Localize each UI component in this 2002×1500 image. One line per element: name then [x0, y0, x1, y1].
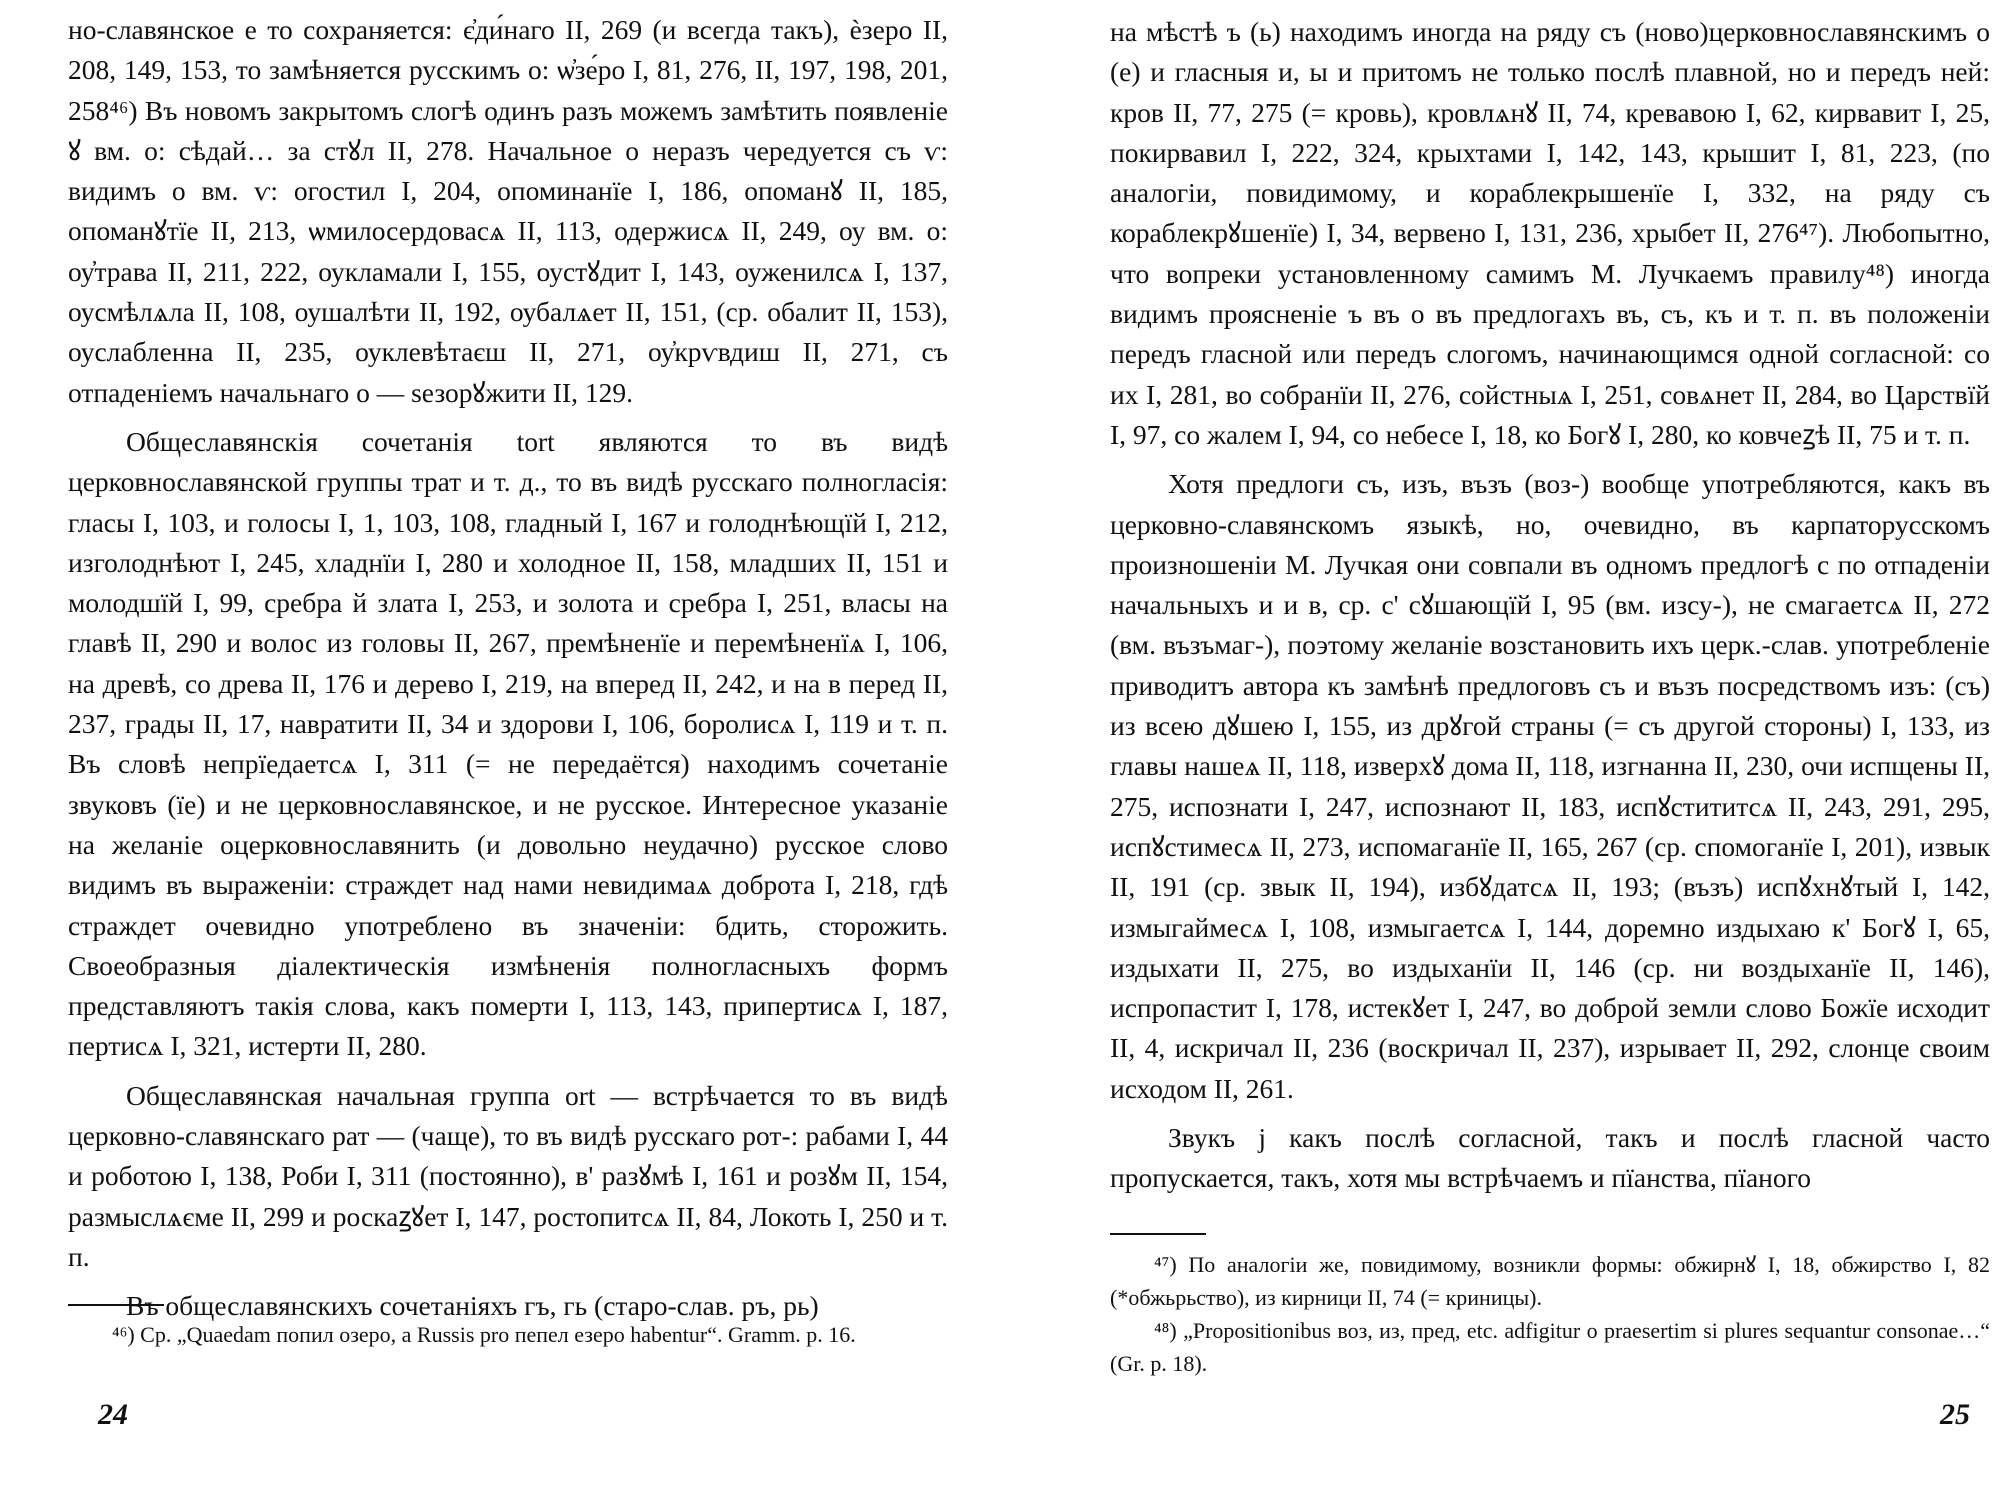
footnote-separator	[1110, 1233, 1206, 1235]
footnote: ⁴⁶) Ср. „Quaedam попил озеро, a Russis pro пепел езеро habentur“. Gramm. p. 16.	[112, 1322, 856, 1347]
left-paragraph: Общеславянская начальная группа ort — встрѣчается то въ видѣ церковно-славянскаго рат — (чаще), то въ видѣ русскаго рот-: рабами I, 44 и роботою I, 138, Роби I, 311 (постоянно), в' разꙋмѣ I, 161 и розꙋм II, 154, размыслѧєме II, 299 и роскаꙁꙋет I, 147, ростопитсѧ II, 84, Локоть I, 250 и т. п.	[68, 1079, 948, 1272]
right-page	[1110, 0, 1990, 1500]
right-body-text	[1110, 12, 1990, 1208]
right-footnotes	[1110, 1248, 1990, 1380]
left-paragraph: Въ общеславянскихъ сочетаніяхъ гъ, гь (старо-слав. ръ, рь)	[126, 1290, 819, 1322]
footnote-separator	[68, 1304, 164, 1306]
page-number: 24	[98, 1398, 128, 1431]
left-body-text	[68, 10, 948, 1336]
right-paragraph: Звукъ j какъ послѣ согласной, такъ и послѣ гласной часто пропускается, такъ, хотя мы встрѣчаемъ и пїанства, пїаного	[1110, 1122, 1990, 1194]
left-page	[68, 0, 948, 1500]
right-paragraph: на мѣстѣ ъ (ь) находимъ иногда на ряду съ (ново)церковнославянскимъ о (е) и гласныя и, ы и притомъ не только послѣ плавной, но и передъ ней: кров II, 77, 275 (= кровь), кровлѧнꙋ II, 74, кревавою I, 62, кирвавит I, 25, покирвавил I, 222, 324, крыхтами I, 142, 143, крышит I, 81, 223, (по аналогіи, повидимому, и кораблекрышенїе I, 332, на ряду съ кораблекрꙋшенїе) I, 34, вервено I, 131, 236, хрыбет II, 276⁴⁷). Любопытно, что вопреки установленному самимъ М. Лучкаемъ правилу⁴⁸) иногда видимъ проясненіе ъ въ о въ предлогахъ въ, съ, къ и т. п. въ положеніи передъ гласной или передъ слогомъ, начинающимся одной согласной: со их I, 281, во собранїи II, 276, сойстныѧ I, 251, совѧнет II, 284, во Царствїй I, 97, со жалем I, 94, со небесе I, 18, ко Богꙋ I, 280, ко ковчеꙁѣ II, 75 и т. п.	[1110, 16, 1990, 450]
left-paragraph: но-славянское е то сохраняется: є҆ди́наго II, 269 (и всегда такъ), ѐзеро II, 208, 149, 153, то замѣняется русскимъ о: ѡ҆зе́ро I, 81, 276, II, 197, 198, 201, 258⁴⁶) Въ новомъ закрытомъ слогѣ одинъ разъ можемъ замѣтить появленіе ꙋ вм. о: сѣдай… за стꙋл II, 278. Начальное о неразъ чередуется съ ѵ: видимъ о вм. ѵ: огостил I, 204, опоминанїе I, 186, опоманꙋ II, 185, опоманꙋтїе II, 213, ѡмилосердовасѧ II, 113, одержисѧ II, 249, оу вм. о: оу҆трава II, 211, 222, оукламали I, 155, оустꙋдит I, 143, оуженилсѧ I, 137, оусмѣлѧла II, 108, оушалѣти II, 192, оубалѧет II, 151, (ср. обалит II, 153), оуслабленна II, 235, оуклевѣтаєш II, 271, оу҆крѵвдиш II, 271, съ отпаденіемъ начальнаго о — ѕезорꙋжити II, 129.	[68, 14, 948, 408]
left-paragraph: Общеславянскія сочетанія tort являются то въ видѣ церковнославянской группы трат и т. д., то въ видѣ русскаго полногласія: гласы I, 103, и голосы I, 1, 103, 108, гладный I, 167 и голоднѣющїй I, 212, изголоднѣют I, 245, хладнїи I, 280 и холодное II, 158, младших II, 151 и молодшїй I, 99, сребра й злата I, 253, и золота и сребра I, 251, власы на главѣ II, 290 и волос из головы II, 267, премѣненїе и перемѣненїѧ I, 106, на древѣ, со древа II, 176 и дерево I, 219, на вперед II, 242, и на в перед II, 237, грады II, 17, навратити II, 34 и здорови I, 106, боролисѧ I, 119 и т. п. Въ словѣ непрїедаетсѧ I, 311 (= не передаётся) находимъ сочетаніе звуковъ (їе) и не церковнославянское, и не русское. Интересное указаніе на желаніе оцерковнославянить (и довольно неудачно) русское слово видимъ въ выраженіи: страждет над нами невидимаѧ доброта I, 218, гдѣ страждет очевидно употреблено въ значеніи: бдить, сторожить. Своеобразныя діалектическія измѣненія полногласныхъ формъ представляютъ такія слова, какъ померти I, 113, 143, припертисѧ I, 187, пертисѧ I, 321, истерти II, 280.	[68, 425, 948, 1062]
page-number: 25	[1940, 1398, 1970, 1431]
footnote: ⁴⁸) „Propositionibus воз, из, пред, etc. adfigitur о praesertim si plures sequantur consonae…“ (Gr. p. 18).	[1110, 1318, 1990, 1376]
right-paragraph: Хотя предлоги съ, изъ, възъ (воз-) вообще употребляются, какъ въ церковно-славянскомъ языкѣ, но, очевидно, въ карпаторусскомъ произношеніи М. Лучкая они совпали въ одномъ предлогѣ с по отпаденіи начальныхъ и и в, ср. с' сꙋшающїй I, 95 (вм. изсу-), не смагаетсѧ II, 272 (вм. възъмаг-), поэтому желаніе возстановить ихъ церк.-слав. употребленіе приводитъ автора къ замѣнѣ предлоговъ съ и възъ посредствомъ изъ: (съ) из всею дꙋшею I, 155, из дрꙋгой страны (= съ другой стороны) I, 133, из главы нашеѧ II, 118, изверхꙋ дома II, 118, изгнанна II, 230, очи испщены II, 275, испознати I, 247, испознают II, 183, испꙋстититсѧ II, 243, 291, 295, испꙋстимесѧ II, 273, испомаганїе II, 165, 267 (ср. спомоганїе I, 201), извык II, 191 (ср. звык II, 194), избꙋдатсѧ II, 193; (възъ) испꙋхнꙋтый I, 142, измыгаймесѧ I, 108, измыгаетсѧ I, 144, доремно издыхаю к' Богꙋ I, 65, издыхати II, 275, во издыханїи II, 146 (ср. ни воздыханїе II, 146), испропастит I, 178, истекꙋет I, 247, во доброй земли слово Божїе исходит II, 4, искричал II, 236 (воскричал II, 237), изрывает II, 292, слонце своим исходом II, 261.	[1110, 468, 1990, 1104]
left-footnotes	[68, 1318, 948, 1351]
footnote: ⁴⁷) По аналогіи же, повидимому, возникли формы: обжирнꙋ I, 18, обжирство I, 82 (*обжьрьство), из кирници II, 74 (= криницы).	[1110, 1252, 1990, 1310]
